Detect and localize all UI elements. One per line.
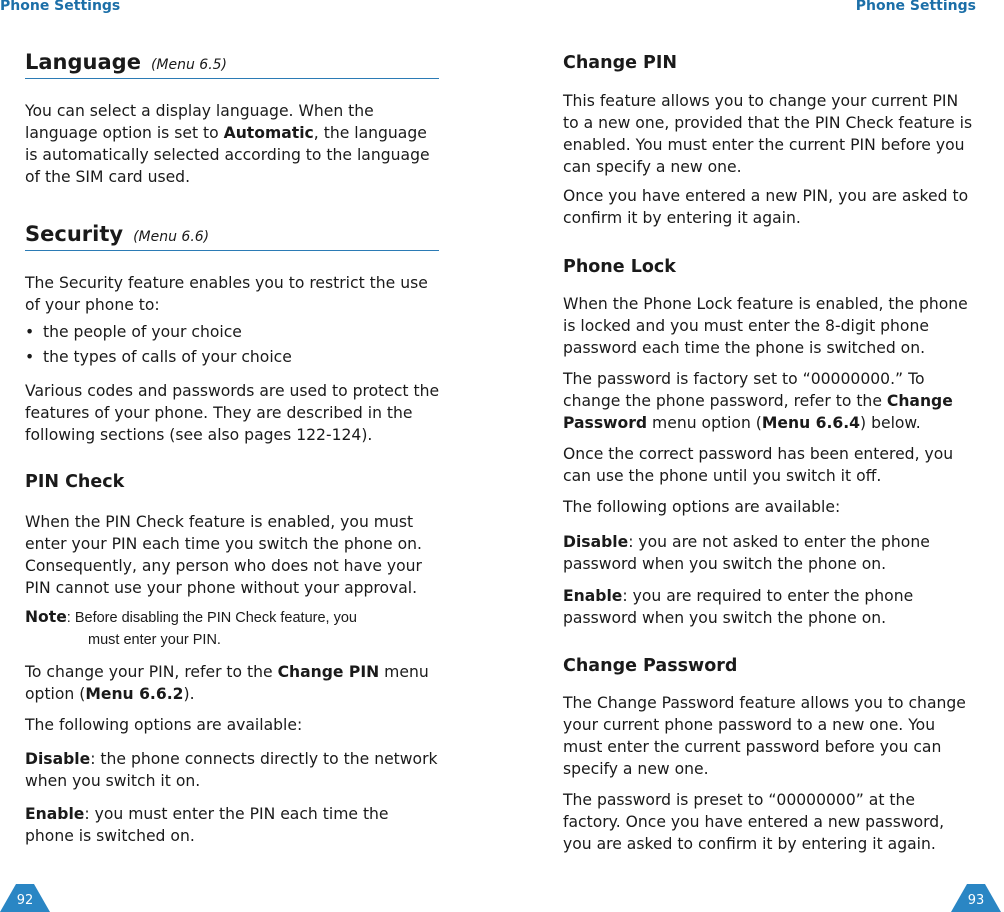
page-number-text: 93 <box>967 893 985 908</box>
change-pin-heading: Change PIN <box>563 53 678 73</box>
pin-check-note <box>25 606 357 651</box>
running-head-right: Phone Settings <box>855 0 976 14</box>
bold-term: Disable <box>563 533 629 551</box>
phone-lock-heading: Phone Lock <box>563 257 676 277</box>
change-pin-paragraph: This feature allows you to change your current PIN to a new one, provided that the PIN Check feature is enabled. You must enter the current PIN before you can specify a new one. <box>563 92 973 176</box>
change-password-heading: Change Password <box>563 656 738 676</box>
text: : you are required to enter the phone password when you switch the phone on. <box>563 587 914 627</box>
bold-term: Menu 6.6.4 <box>761 414 861 432</box>
phone-lock-paragraph: When the Phone Lock feature is enabled, the phone is locked and you must enter the 8-digit phone password each time the phone is switched on. <box>563 295 968 357</box>
text: menu option ( <box>647 414 762 432</box>
note-text: must enter your PIN. <box>88 632 221 648</box>
disable-option <box>563 531 975 575</box>
text: menu option ( <box>25 663 429 703</box>
pin-check-paragraph: When the PIN Check feature is enabled, you must enter your PIN each time you switch the phone on. Consequently, any person who does not have your PIN cannot use your phone without your approval. <box>25 513 422 597</box>
change-pin-reference <box>25 661 441 705</box>
bold-term: Change Password <box>563 392 953 432</box>
language-heading <box>25 50 439 79</box>
language-menu-ref: (Menu 6.5) <box>150 57 228 73</box>
page-number-text: 92 <box>16 893 34 908</box>
note-label: Note <box>25 608 67 626</box>
bullet-icon: • <box>25 323 35 341</box>
text: , the language is automatically selected according to the language of the SIM card used. <box>25 124 430 186</box>
text: The password is factory set to “00000000.” To change the phone password, refer to the <box>563 370 925 410</box>
language-paragraph <box>25 100 441 188</box>
security-menu-ref: (Menu 6.6) <box>133 229 210 245</box>
text: ) below. <box>860 414 921 432</box>
enable-option <box>25 803 441 847</box>
bold-term: Disable <box>25 750 91 768</box>
disable-option <box>25 748 441 792</box>
bold-term: Change PIN <box>277 663 380 681</box>
security-title: Security <box>25 222 124 246</box>
running-head-left: Phone Settings <box>0 0 121 14</box>
bold-term: Enable <box>25 805 85 823</box>
text: : you must enter the PIN each time the phone is switched on. <box>25 805 389 845</box>
change-pin-paragraph-2: Once you have entered a new PIN, you are asked to confirm it by entering it again. <box>563 187 969 227</box>
text: : you are not asked to enter the phone password when you switch the phone on. <box>563 533 930 573</box>
change-password-paragraph-2: The password is preset to “00000000” at the factory. Once you have entered a new password, you are asked to confirm it by entering it again. <box>563 791 945 853</box>
phone-lock-password-paragraph <box>563 368 975 434</box>
text: : the phone connects directly to the network when you switch it on. <box>25 750 438 790</box>
bold-term: Menu 6.6.2 <box>85 685 184 703</box>
security-intro: The Security feature enables you to restrict the use of your phone to: <box>25 274 428 314</box>
options-intro: The following options are available: <box>563 498 841 516</box>
pin-check-heading: PIN Check <box>25 472 125 492</box>
options-intro: The following options are available: <box>25 716 303 734</box>
page-number-left <box>0 884 50 912</box>
bullet-icon: • <box>25 348 35 366</box>
language-title: Language <box>25 50 141 74</box>
security-paragraph-2: Various codes and passwords are used to protect the features of your phone. They are described in the following sections (see also pages 122-124). <box>25 382 440 444</box>
change-password-paragraph: The Change Password feature allows you to change your current phone password to a new one. You must enter the current password before you can specify a new one. <box>563 694 966 778</box>
bullet-item <box>25 321 242 343</box>
security-heading <box>25 222 439 251</box>
text: To change your PIN, refer to the <box>25 663 278 681</box>
bullet-item <box>25 346 292 368</box>
enable-option <box>563 585 975 629</box>
phone-lock-paragraph-3: Once the correct password has been entered, you can use the phone until you switch it off. <box>563 445 954 485</box>
text: ). <box>183 685 195 703</box>
text: You can select a display language. When the language option is set to <box>25 102 374 142</box>
page-number-right <box>951 884 1001 912</box>
bold-term: Enable <box>563 587 623 605</box>
note-text: : Before disabling the PIN Check feature, you <box>66 610 357 626</box>
bullet-text: the types of calls of your choice <box>43 348 292 366</box>
bullet-text: the people of your choice <box>43 323 242 341</box>
bold-term: Automatic <box>223 124 314 142</box>
